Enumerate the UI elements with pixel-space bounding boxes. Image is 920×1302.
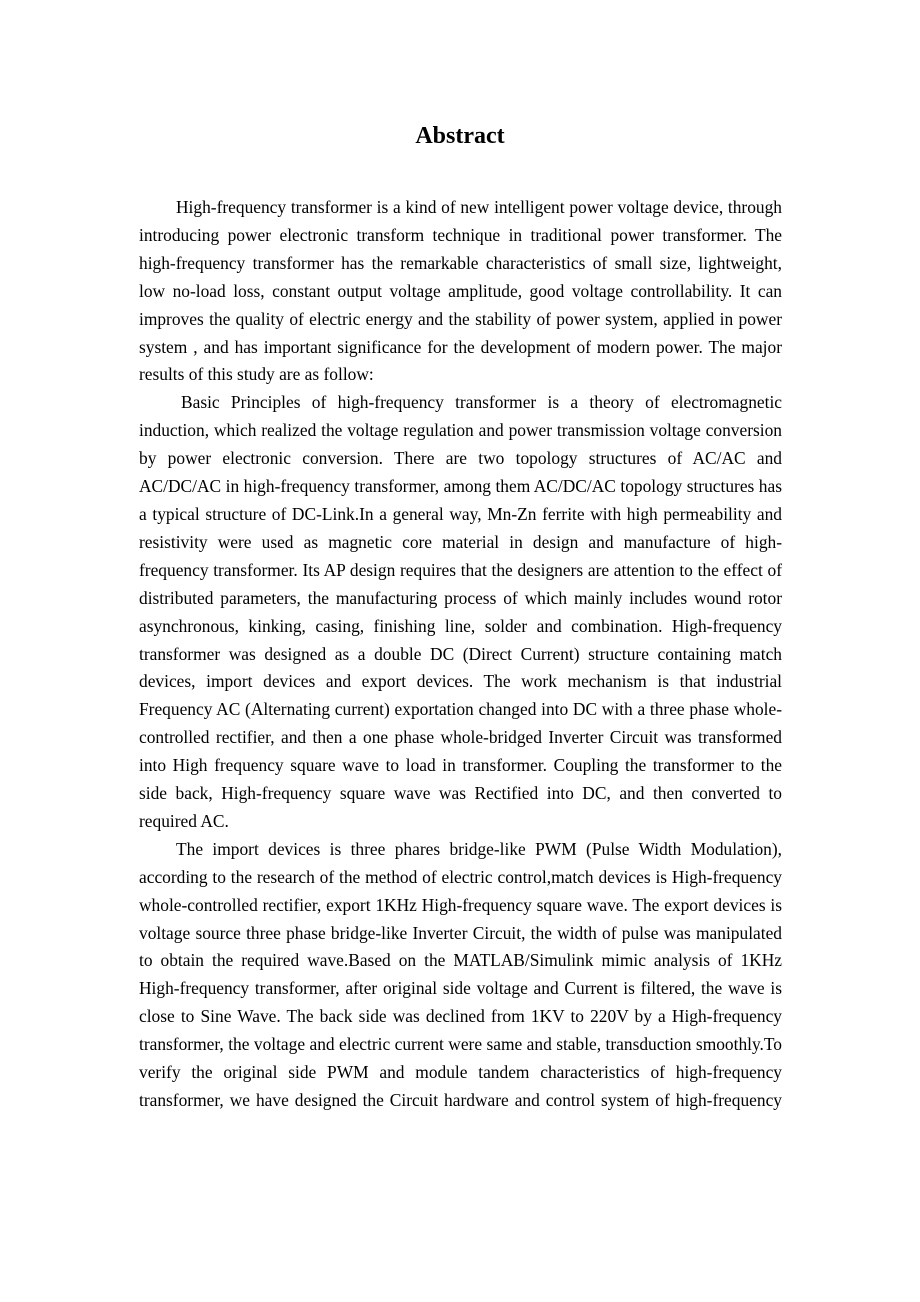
abstract-body xyxy=(139,194,782,1115)
paragraph-1: High-frequency transformer is a kind of new intelligent power voltage device, through introducing power electronic transform technique in traditional power transformer. The high-frequency transformer has the remarkable characteristics of small size, lightweight, low no-load loss, constant output voltage amplitude, good voltage controllability. It can improves the quality of electric energy and the stability of power system, applied in power system , and has important significance for the development of modern power. The major results of this study are as follow: xyxy=(139,197,782,385)
page-title: Abstract xyxy=(415,123,505,149)
paragraph-2: Basic Principles of high-frequency transformer is a theory of electromagnetic induction, which realized the voltage regulation and power transmission voltage conversion by power electronic conversion. There are two topology structures of AC/AC and AC/DC/AC in high-frequency transformer, among them AC/DC/AC topology structures has a typical structure of DC-Link.In a general way, Mn-Zn ferrite with high permeability and resistivity were used as magnetic core material in design and manufacture of high-frequency transformer. Its AP design requires that the designers are attention to the effect of distributed parameters, the manufacturing process of which mainly includes wound rotor asynchronous, kinking, casing, finishing line, solder and combination. High-frequency transformer was designed as a double DC (Direct Current) structure containing match devices, import devices and export devices. The work mechanism is that industrial Frequency AC (Alternating current) exportation changed into DC with a three phase whole-controlled rectifier, and then a one phase whole-bridged Inverter Circuit was transformed into High frequency square wave to load in transformer. Coupling the transformer to the side back, High-frequency square wave was Rectified into DC, and then converted to required AC. xyxy=(139,392,782,831)
paragraph-3: The import devices is three phares bridge-like PWM (Pulse Width Modulation), according to the research of the method of electric control,match devices is High-frequency whole-controlled rectifier, export 1KHz High-frequency square wave. The export devices is voltage source three phase bridge-like Inverter Circuit, the width of pulse was manipulated to obtain the required wave.Based on the MATLAB/Simulink mimic analysis of 1KHz High-frequency transformer, after original side voltage and Current is filtered, the wave is close to Sine Wave. The back side was declined from 1KV to 220V by a High-frequency transformer, the voltage and electric current were same and stable, transduction smoothly.To verify the original side PWM and module tandem characteristics of high-frequency transformer, we have designed the Circuit hardware and control system of high-frequency xyxy=(139,838,782,1110)
